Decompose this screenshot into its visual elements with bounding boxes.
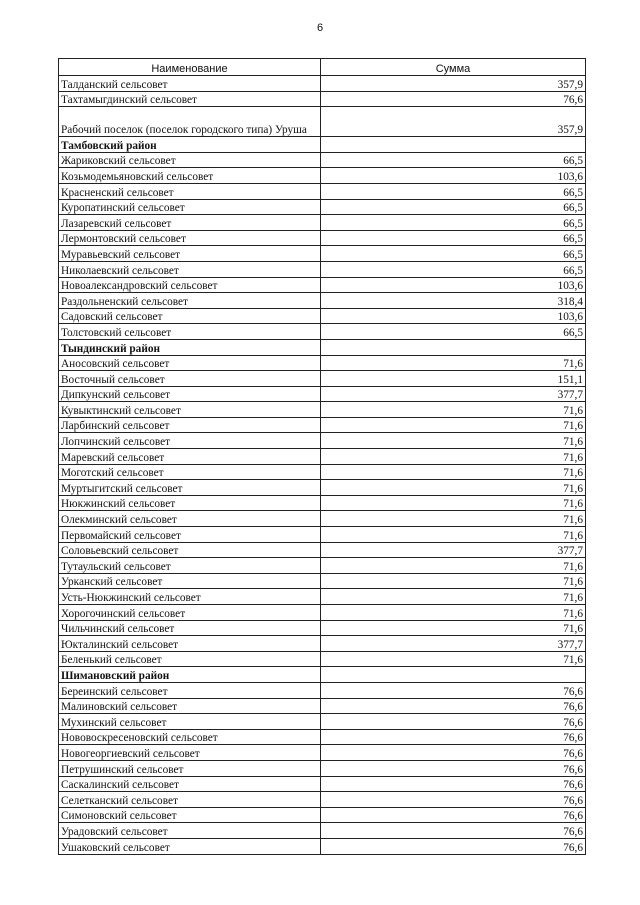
table-row — [59, 355, 586, 371]
sum-cell: 377,7 — [321, 386, 586, 402]
sum-cell: 76,6 — [321, 698, 586, 714]
settlement-name-cell: Дипкунский сельсовет — [59, 386, 321, 402]
settlement-name-cell: Хорогочинский сельсовет — [59, 605, 321, 621]
settlement-name-cell: Симоновский сельсовет — [59, 807, 321, 823]
table-row — [59, 107, 586, 137]
table-row — [59, 324, 586, 340]
settlement-name-cell: Урканский сельсовет — [59, 573, 321, 589]
sum-cell: 76,6 — [321, 91, 586, 107]
sum-cell: 71,6 — [321, 417, 586, 433]
sum-cell: 71,6 — [321, 573, 586, 589]
sum-cell: 76,6 — [321, 714, 586, 730]
settlement-name-cell: Ларбинский сельсовет — [59, 417, 321, 433]
table-row — [59, 371, 586, 387]
settlement-name-cell: Нюкжинский сельсовет — [59, 495, 321, 511]
settlement-name-cell: Козьмодемьяновский сельсовет — [59, 168, 321, 184]
table-row — [59, 714, 586, 730]
sum-cell: 71,6 — [321, 605, 586, 621]
sum-cell: 71,6 — [321, 589, 586, 605]
column-header-sum: Сумма — [321, 59, 586, 76]
table-row — [59, 183, 586, 199]
table-row — [59, 402, 586, 418]
settlement-name-cell: Нововоскресеновский сельсовет — [59, 729, 321, 745]
sum-cell: 76,6 — [321, 776, 586, 792]
sum-cell: 103,6 — [321, 308, 586, 324]
table-row — [59, 230, 586, 246]
district-name-cell: Тындинский район — [59, 339, 321, 355]
section-header-row — [59, 667, 586, 683]
settlement-name-cell: Новоалександровский сельсовет — [59, 277, 321, 293]
settlement-name-cell: Мухинский сельсовет — [59, 714, 321, 730]
table-row — [59, 792, 586, 808]
sum-cell: 76,6 — [321, 823, 586, 839]
table-row — [59, 823, 586, 839]
district-name-cell: Шимановский район — [59, 667, 321, 683]
table-row — [59, 433, 586, 449]
table-row — [59, 776, 586, 792]
sum-cell: 76,6 — [321, 792, 586, 808]
table-row — [59, 480, 586, 496]
section-header-row — [59, 137, 586, 153]
table-row — [59, 698, 586, 714]
table-header-row — [59, 59, 586, 76]
sum-cell: 357,9 — [321, 76, 586, 92]
settlement-name-cell: Жариковский сельсовет — [59, 152, 321, 168]
district-name-cell: Тамбовский район — [59, 137, 321, 153]
sum-cell: 66,5 — [321, 183, 586, 199]
sum-cell: 76,6 — [321, 760, 586, 776]
sum-cell: 66,5 — [321, 246, 586, 262]
settlement-name-cell: Первомайский сельсовет — [59, 527, 321, 543]
sum-cell: 377,7 — [321, 636, 586, 652]
table-row — [59, 76, 586, 92]
settlement-name-cell: Новогеоргиевский сельсовет — [59, 745, 321, 761]
sum-cell: 377,7 — [321, 542, 586, 558]
settlement-name-cell: Береинский сельсовет — [59, 682, 321, 698]
sum-cell: 71,6 — [321, 402, 586, 418]
settlement-name-cell: Муртыгитский сельсовет — [59, 480, 321, 496]
settlement-name-cell: Олекминский сельсовет — [59, 511, 321, 527]
sum-cell: 66,5 — [321, 152, 586, 168]
settlement-name-cell: Малиновский сельсовет — [59, 698, 321, 714]
settlement-name-cell: Лазаревский сельсовет — [59, 215, 321, 231]
table-row — [59, 91, 586, 107]
table-row — [59, 386, 586, 402]
sum-cell: 71,6 — [321, 511, 586, 527]
table-row — [59, 729, 586, 745]
table-row — [59, 558, 586, 574]
sum-cell — [321, 339, 586, 355]
sum-cell: 71,6 — [321, 495, 586, 511]
table-row — [59, 168, 586, 184]
table-row — [59, 651, 586, 667]
table-row — [59, 449, 586, 465]
settlement-name-cell: Красненский сельсовет — [59, 183, 321, 199]
sum-cell: 76,6 — [321, 807, 586, 823]
table-row — [59, 605, 586, 621]
sum-cell: 318,4 — [321, 293, 586, 309]
settlement-name-cell: Петрушинский сельсовет — [59, 760, 321, 776]
settlement-name-cell: Юкталинский сельсовет — [59, 636, 321, 652]
sum-cell — [321, 667, 586, 683]
sum-cell: 71,6 — [321, 355, 586, 371]
sum-cell: 71,6 — [321, 527, 586, 543]
table-row — [59, 745, 586, 761]
table-row — [59, 277, 586, 293]
settlement-name-cell: Муравьевский сельсовет — [59, 246, 321, 262]
settlement-name-cell: Ушаковский сельсовет — [59, 838, 321, 854]
sum-cell: 66,5 — [321, 261, 586, 277]
table-row — [59, 215, 586, 231]
sum-cell: 66,5 — [321, 324, 586, 340]
table-row — [59, 308, 586, 324]
settlement-name-cell: Соловьевский сельсовет — [59, 542, 321, 558]
section-header-row — [59, 339, 586, 355]
sum-cell: 151,1 — [321, 371, 586, 387]
table-row — [59, 573, 586, 589]
budget-table — [58, 58, 586, 855]
settlement-name-cell: Маревский сельсовет — [59, 449, 321, 465]
settlement-name-cell: Тутаульский сельсовет — [59, 558, 321, 574]
settlement-name-cell: Кувыктинский сельсовет — [59, 402, 321, 418]
settlement-name-cell: Раздольненский сельсовет — [59, 293, 321, 309]
page-number: 6 — [316, 22, 324, 34]
column-header-name: Наименование — [59, 59, 321, 76]
settlement-name-cell: Лопчинский сельсовет — [59, 433, 321, 449]
settlement-name-cell: Моготский сельсовет — [59, 464, 321, 480]
sum-cell: 66,5 — [321, 199, 586, 215]
settlement-name-cell: Куропатинский сельсовет — [59, 199, 321, 215]
settlement-name-cell: Толстовский сельсовет — [59, 324, 321, 340]
table-row — [59, 682, 586, 698]
settlement-name-cell: Талданский сельсовет — [59, 76, 321, 92]
settlement-name-cell: Саскалинский сельсовет — [59, 776, 321, 792]
table-row — [59, 261, 586, 277]
sum-cell: 103,6 — [321, 277, 586, 293]
sum-cell: 71,6 — [321, 558, 586, 574]
table-row — [59, 495, 586, 511]
table-row — [59, 246, 586, 262]
table-row — [59, 636, 586, 652]
settlement-name-cell: Беленький сельсовет — [59, 651, 321, 667]
table-body — [59, 76, 586, 855]
settlement-name-cell: Селетканский сельсовет — [59, 792, 321, 808]
sum-cell: 66,5 — [321, 215, 586, 231]
settlement-name-cell: Усть-Нюкжинский сельсовет — [59, 589, 321, 605]
table-row — [59, 511, 586, 527]
settlement-name-cell: Николаевский сельсовет — [59, 261, 321, 277]
settlement-name-cell: Рабочий поселок (поселок городского типа) Уруша — [59, 107, 321, 137]
settlement-name-cell: Чильчинский сельсовет — [59, 620, 321, 636]
sum-cell — [321, 137, 586, 153]
table-row — [59, 152, 586, 168]
sum-cell: 76,6 — [321, 838, 586, 854]
table-row — [59, 838, 586, 854]
table-row — [59, 199, 586, 215]
sum-cell: 71,6 — [321, 449, 586, 465]
sum-cell: 66,5 — [321, 230, 586, 246]
sum-cell: 76,6 — [321, 729, 586, 745]
sum-cell: 71,6 — [321, 620, 586, 636]
table-row — [59, 589, 586, 605]
table-row — [59, 417, 586, 433]
sum-cell: 76,6 — [321, 745, 586, 761]
sum-cell: 76,6 — [321, 682, 586, 698]
settlement-name-cell: Садовский сельсовет — [59, 308, 321, 324]
settlement-name-cell: Восточный сельсовет — [59, 371, 321, 387]
sum-cell: 357,9 — [321, 107, 586, 137]
table-row — [59, 542, 586, 558]
sum-cell: 71,6 — [321, 433, 586, 449]
sum-cell: 71,6 — [321, 651, 586, 667]
table-row — [59, 620, 586, 636]
table-row — [59, 807, 586, 823]
settlement-name-cell: Лермонтовский сельсовет — [59, 230, 321, 246]
sum-cell: 103,6 — [321, 168, 586, 184]
table-row — [59, 293, 586, 309]
settlement-name-cell: Тахтамыгдинский сельсовет — [59, 91, 321, 107]
sum-cell: 71,6 — [321, 464, 586, 480]
table-row — [59, 464, 586, 480]
settlement-name-cell: Урадовский сельсовет — [59, 823, 321, 839]
table-row — [59, 527, 586, 543]
sum-cell: 71,6 — [321, 480, 586, 496]
settlement-name-cell: Аносовский сельсовет — [59, 355, 321, 371]
table-row — [59, 760, 586, 776]
